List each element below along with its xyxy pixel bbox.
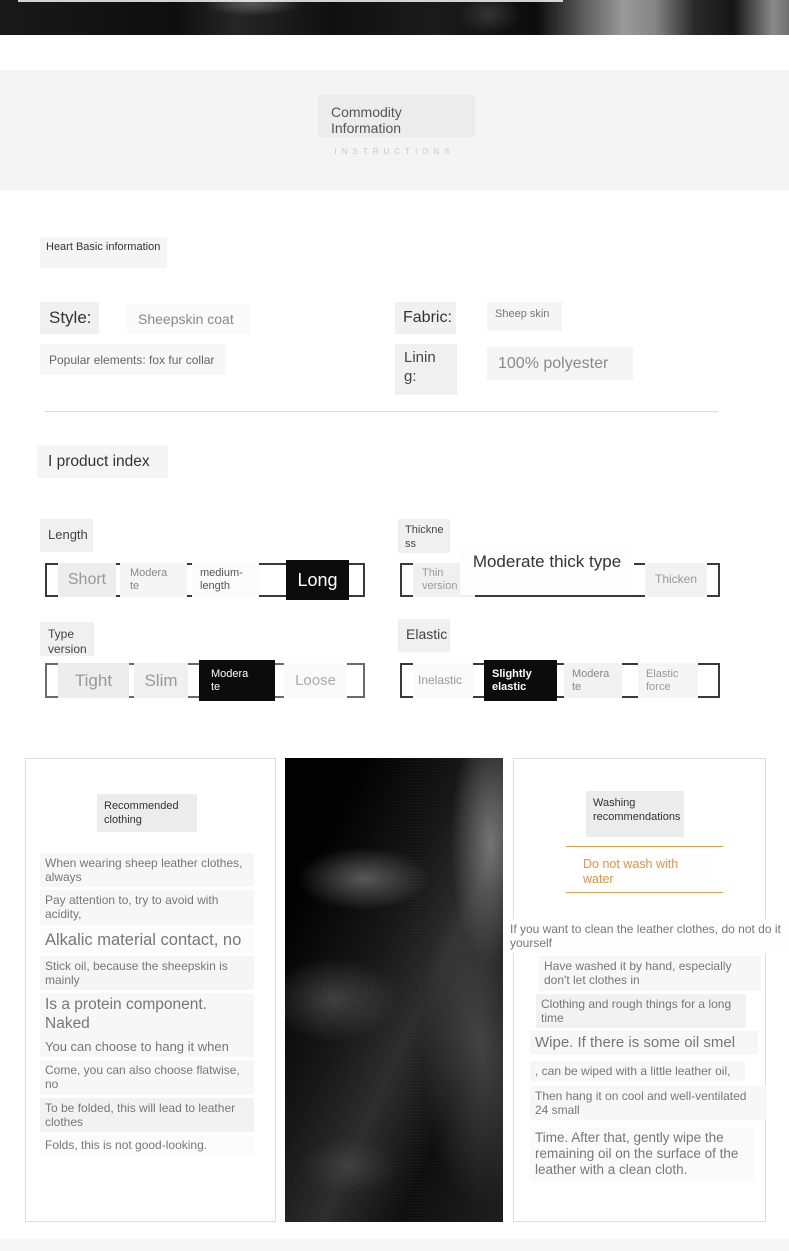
washing-text-line: Time. After that, gently wipe the remaining oil on the surface of the leather with a clean cloth. bbox=[530, 1127, 755, 1181]
thickness-scale-bar bbox=[400, 552, 720, 597]
type-option-tight: Tight bbox=[58, 663, 129, 698]
length-label: Length bbox=[40, 519, 93, 552]
leather-texture-photo bbox=[285, 758, 503, 1222]
washing-instructions-text bbox=[510, 919, 781, 1184]
type-version-scale-bar bbox=[45, 663, 365, 698]
elastic-option-slightly-elastic-selected: Slightly elastic bbox=[484, 660, 557, 701]
recommended-clothing-card bbox=[25, 758, 276, 1222]
basic-info-heading: Heart Basic information bbox=[40, 237, 167, 268]
care-text-line: Is a protein component. Naked bbox=[40, 993, 254, 1036]
type-option-slim: Slim bbox=[134, 663, 188, 698]
type-option-loose: Loose bbox=[284, 663, 347, 698]
style-value: Sheepskin coat bbox=[127, 304, 250, 334]
care-text-line: When wearing sheep leather clothes, always bbox=[40, 853, 254, 887]
thickness-option-thin-version: Thin version bbox=[413, 563, 475, 597]
recommended-clothing-title: Recommended clothing bbox=[97, 794, 197, 832]
type-option-moderate-selected: Moderate bbox=[199, 660, 275, 701]
do-not-wash-warning: Do not wash with water bbox=[577, 853, 714, 891]
thickness-option-moderate-thick-selected: Moderate thick type bbox=[460, 549, 634, 595]
washing-text-line: If you want to clean the leather clothes, do not do it yourself bbox=[505, 919, 788, 953]
elastic-scale-bar bbox=[400, 663, 720, 698]
elastic-option-inelastic: Inelastic bbox=[413, 663, 473, 698]
orange-divider-bottom bbox=[566, 892, 723, 893]
washing-text-line: Have washed it by hand, especially don't let clothes in bbox=[539, 956, 761, 990]
bottom-gray-strip bbox=[0, 1239, 789, 1251]
commodity-info-header bbox=[0, 70, 789, 190]
lining-label: Lining: bbox=[395, 344, 457, 395]
length-scale-bar bbox=[45, 563, 365, 597]
section-divider bbox=[45, 411, 718, 412]
washing-text-line: Clothing and rough things for a long time bbox=[536, 994, 746, 1028]
recommended-clothing-text bbox=[40, 853, 254, 1158]
thickness-label: Thickness bbox=[398, 519, 450, 553]
elastic-label: Elastic bbox=[398, 619, 450, 652]
care-text-line: Pay attention to, try to avoid with acidity, bbox=[40, 890, 254, 924]
section-title: Commodity Information bbox=[318, 95, 475, 137]
washing-recommendations-title: Washing recommendations bbox=[586, 791, 684, 837]
product-index-heading: I product index bbox=[37, 445, 168, 478]
care-text-line: To be folded, this will lead to leather clothes bbox=[40, 1098, 254, 1132]
care-text-line: You can choose to hang it when bbox=[40, 1036, 254, 1057]
care-text-line: Folds, this is not good-looking. bbox=[40, 1135, 254, 1155]
washing-text-line: , can be wiped with a little leather oil, bbox=[530, 1061, 745, 1081]
subtitle-right-slash-decoration: / bbox=[468, 147, 471, 156]
length-option-long-selected: Long bbox=[286, 560, 349, 600]
lining-value: 100% polyester bbox=[487, 347, 633, 380]
washing-text-line: Wipe. If there is some oil smel bbox=[530, 1031, 758, 1055]
length-option-short: Short bbox=[58, 563, 116, 597]
washing-recommendations-card bbox=[510, 758, 781, 1222]
subtitle-left-slash-decoration: / bbox=[318, 147, 321, 156]
length-option-moderate: Moderate bbox=[120, 563, 187, 597]
thickness-option-thicken: Thicken bbox=[645, 563, 707, 597]
care-text-line: Alkalic material contact, no bbox=[40, 928, 254, 953]
leather-hero-image bbox=[0, 0, 789, 35]
care-text-line: Stick oil, because the sheepskin is mainly bbox=[40, 956, 254, 990]
fabric-label: Fabric: bbox=[395, 302, 456, 334]
elastic-option-elastic-force: Elastic force bbox=[638, 663, 698, 698]
style-label: Style: bbox=[40, 302, 99, 334]
length-option-medium-length: medium-length bbox=[192, 563, 259, 597]
type-version-label: Type version bbox=[40, 622, 94, 656]
fabric-value: Sheep skin bbox=[487, 302, 562, 331]
washing-text-line: Then hang it on cool and well-ventilated 24 small bbox=[530, 1086, 767, 1120]
section-subtitle bbox=[0, 147, 789, 156]
popular-elements-text: Popular elements: fox fur collar bbox=[40, 344, 226, 375]
elastic-option-moderate: Moderate bbox=[564, 663, 622, 698]
subtitle-text: INSTRUCTIONS bbox=[334, 147, 455, 156]
orange-divider-top bbox=[566, 846, 723, 847]
care-text-line: Come, you can also choose flatwise, no bbox=[40, 1060, 254, 1094]
